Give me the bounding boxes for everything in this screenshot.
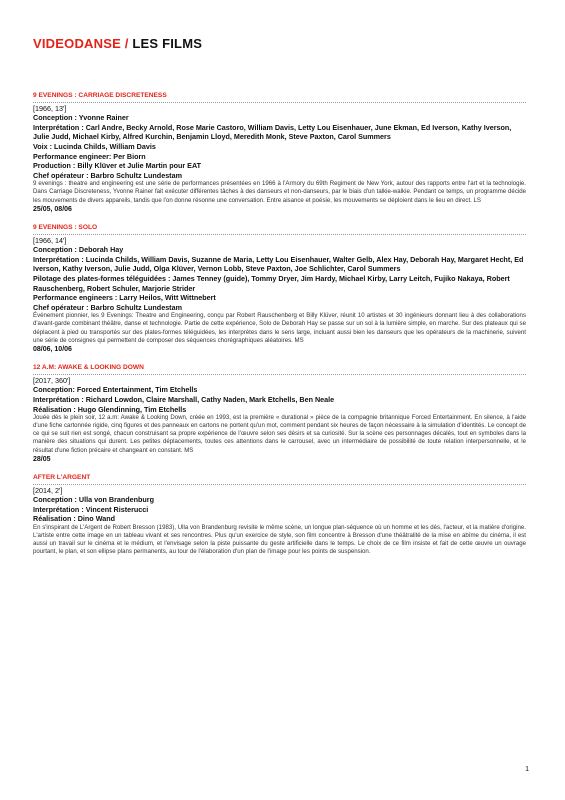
credit-value: Forced Entertainment, Tim Etchells — [76, 385, 198, 395]
credit-line — [33, 142, 526, 152]
credit-value: Per Biorn — [113, 151, 146, 161]
credit-label: Interprétation : — [33, 394, 86, 404]
credit-line — [33, 395, 526, 405]
screening-dates: 25/05, 08/06 — [33, 205, 72, 213]
film-title: 9 EVENINGS : CARRIAGE DISCRETENESS — [33, 92, 167, 99]
credit-line — [33, 113, 526, 123]
credit-label: Réalisation : — [33, 514, 78, 524]
credit-line — [33, 303, 526, 313]
credit-value: Carl Andre, Becky Arnold, Rose Marie Castoro, William Davis, Letty Lou Eisenhauer, June Ekman, Ed Iverson, Kathy Iverson, Julie Judd, Michael Kirby, Alfred Kurchin, Benjamin Lloyd, Meredith Monk, Steve Paxton, Carol Summers — [33, 122, 512, 142]
credit-value: Vincent Risterucci — [85, 504, 149, 514]
credit-label: Conception : — [33, 245, 79, 255]
film-description: Événement pionnier, les 9 Evenings: Theatre and Engineering, conçu par Robert Rauschenberg et Billy Klüver, réunit 10 artistes et 30 ingénieurs donnant lieu à des collaborations d'avant-garde combinant théâtre, danse et technologie. Partie de cette expérience, Solo de Deborah Hay se passe sur un sol à la lumière simple, en marche. Sur des plateaux qui se déplacent à pied ou transportés sur des plates-formes téléguidées, les interprètes dans le sens large, incluant aussi bien les danseurs que les opérateurs de la machinerie, suivent une série de consignes qui permettent de composer des séquences chorégraphiques aléatoires. MS — [33, 312, 526, 344]
title-rule — [33, 484, 526, 485]
credit-label: Chef opérateur : — [33, 170, 91, 180]
film-description: En s'inspirant de L'Argent de Robert Bresson (1983), Ulla von Brandenburg revisite le même scène, un longue plan-séquence où un homme et les dés, l'acteur, et la matière d'origine. L'artiste entre cette image en un tableau vivant et ses rencontres. Plus qu'un exercice de style, son film concentre à Bresson d'une théâtralité de la mise en abîme du cinéma, il est aussi un travail sur le cinéma et le médium, et l'envisage selon la piste puissante du geste artificielle dans le temps. Le choix de ce film insiste et fait de cette œuvre un ouvrage pourtant, le plan, et son ellipse plans permanents, au tour de l'élaboration d'un plan de l'image pour les points de suspension. — [33, 523, 526, 556]
film-entry — [33, 224, 526, 354]
credit-label: Production : — [33, 161, 78, 171]
header-separator: / — [120, 36, 133, 51]
credit-value: Yvonne Rainer — [78, 113, 129, 123]
screening-dates: 28/05 — [33, 455, 51, 463]
credit-line — [33, 293, 526, 303]
credit-value: Lucinda Childs, William Davis — [54, 141, 156, 151]
page-number: 1 — [525, 766, 529, 773]
credit-line — [33, 255, 526, 274]
page-header — [33, 36, 202, 51]
credit-line — [33, 514, 526, 524]
credit-value: Lucinda Childs, William Davis, Suzanne de Maria, Letty Lou Eisenhauer, Walter Gelb, Alex Hay, Deborah Hay, Margaret Hecht, Ed Iverson, Kathy Iverson, Julie Judd, Olga Klüver, Vernon Lobb, Steve Paxton, Joe Schlichter, Carol Summers — [33, 254, 524, 274]
credit-label: Performance engineers : — [33, 293, 120, 303]
credit-value: James Tenney (guide), Tommy Dryer, Jim Hardy, Michael Kirby, Larry Leitch, Fujiko Nakaya, Robert Rauschenberg, Robert Schuler, Marjorie Strider — [33, 274, 510, 293]
credit-value: Ulla von Brandenburg — [78, 495, 154, 505]
film-year: [1966, 14'] — [33, 235, 67, 245]
screening-dates: 08/06, 10/06 — [33, 345, 72, 353]
credit-label: Interprétation : — [33, 254, 86, 264]
credit-line — [33, 171, 526, 181]
header-section: LES FILMS — [132, 36, 203, 51]
credit-line — [33, 495, 526, 505]
film-title: 9 EVENINGS : SOLO — [33, 224, 98, 232]
film-entry — [33, 474, 526, 556]
credit-line — [33, 123, 526, 142]
credit-line — [33, 385, 526, 395]
credit-label: Réalisation : — [33, 404, 78, 414]
credit-line — [33, 245, 526, 255]
credit-label: Interprétation : — [33, 504, 86, 514]
film-description: 9 evenings : theatre and engineering est une série de performances présentées en 1966 à l'Armory du 69th Regiment de New York, autour des rapports entre l'art et la technologie. Dans Carriage Discreteness, Yvonne Rainer fait exécuter différentes tâches à des danseurs et non-danseurs, par le biais d'un talkie-walkie. Pendant ce temps, un programme décide les mouvements de divers appareils, tandis que l'on donne résonne une conversation. Entre aisance et poésie, les mouvements se déploient dans le lieu en direct. LS — [33, 180, 526, 204]
film-year: [2014, 2'] — [33, 485, 63, 495]
credit-label: Conception : — [33, 113, 79, 123]
credit-value: Richard Lowdon, Claire Marshall, Cathy Naden, Mark Etchells, Ben Neale — [85, 394, 335, 404]
credit-value: Larry Heilos, Witt Wittnebert — [119, 293, 216, 303]
credit-value: Billy Klüver et Julie Martin pour EAT — [77, 161, 201, 171]
credit-line — [33, 274, 526, 293]
film-year: [1966, 13'] — [33, 103, 67, 113]
film-description: Jouée dès le plein soir, 12 a.m: Awake & Looking Down, créée en 1993, est la première « durational » pièce de la compagnie britannique Forced Entertainment. En silence, à l'aide d'une fiche cartonnée rigide, cinq figures et des panneaux en cartons ne portent qu'un mot, comment pendant six heures de façon nécessaire à la simulation d'identités. Le concept de ce qui se suit rien est songé, chacun construisant sa propre expérience de l'œuvre selon ses désirs et sa curiosité. Sur la scène ces personnages décalés, tout en symboles dans la manière des situations qui durent. Les petites déplacements, toutes ces attentions dans le carrousel, avec un intermédiaire de possibilité de toute relation interpersonnelle, et le résultat d'une fiction précaire et changeant en constant. MS — [33, 414, 526, 454]
title-rule — [33, 374, 526, 375]
credit-label: Interprétation : — [33, 122, 86, 132]
credit-value: Dino Wand — [77, 514, 115, 524]
title-rule — [33, 234, 526, 235]
credit-label: Performance engineer: — [33, 151, 114, 161]
header-brand: VIDEODANSE — [33, 36, 121, 51]
credit-line — [33, 405, 526, 415]
film-title: AFTER L'ARGENT — [33, 474, 91, 481]
credit-line — [33, 161, 526, 171]
film-entry — [33, 92, 526, 214]
credit-value: Barbro Schultz Lundestam — [90, 302, 182, 312]
films-list — [33, 92, 526, 566]
credit-label: Voix : — [33, 141, 55, 151]
film-year: [2017, 360'] — [33, 375, 71, 385]
credit-label: Chef opérateur : — [33, 302, 91, 312]
credit-value: Barbro Schultz Lundestam — [90, 170, 182, 180]
credit-value: Deborah Hay — [78, 245, 124, 255]
film-entry — [33, 364, 526, 464]
credit-label: Conception : — [33, 495, 79, 505]
credit-label: Pilotage des plates-formes téléguidées : — [33, 274, 173, 283]
film-title: 12 A.M: AWAKE & LOOKING DOWN — [33, 364, 144, 372]
title-rule — [33, 102, 526, 103]
credit-value: Hugo Glendinning, Tim Etchells — [77, 404, 187, 414]
credit-label: Conception: — [33, 385, 77, 395]
credit-line — [33, 505, 526, 515]
credit-line — [33, 152, 526, 162]
